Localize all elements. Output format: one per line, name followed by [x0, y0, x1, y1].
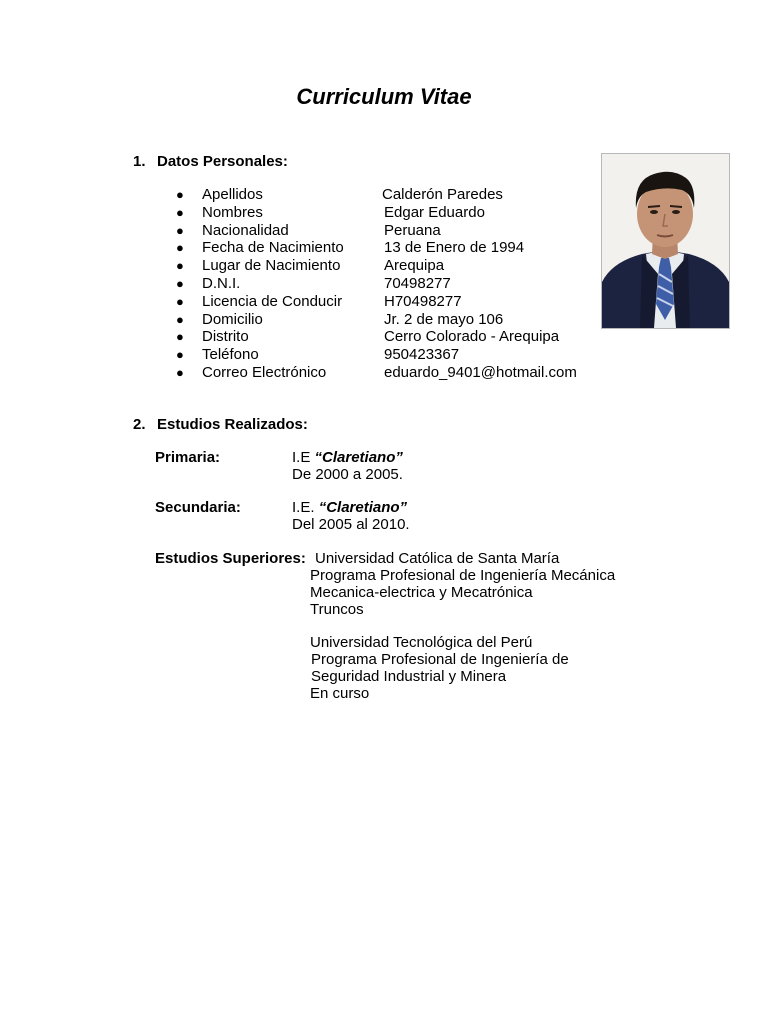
field-value: 70498277: [384, 274, 451, 292]
field-label: Lugar de Nacimiento: [202, 257, 341, 275]
university-name: Universidad Tecnológica del Perú: [310, 634, 533, 651]
university-name: Universidad Católica de Santa María: [315, 550, 560, 567]
bullet-icon: ●: [176, 240, 184, 256]
school-name: “Claretiano”: [318, 499, 408, 516]
portrait-photo: [601, 153, 730, 329]
field-label: Teléfono: [202, 346, 259, 364]
field-label: Nacionalidad: [202, 221, 289, 239]
field-label: D.N.I.: [202, 274, 241, 292]
field-label: Apellidos: [202, 186, 263, 203]
bullet-icon: ●: [176, 293, 184, 309]
portrait-icon: [602, 154, 729, 328]
superiores-label: Estudios Superiores:: [155, 550, 306, 567]
field-value: 950423367: [384, 346, 460, 364]
section-heading-studies: [133, 416, 308, 433]
section-title: Datos Personales:: [157, 153, 288, 170]
bullet-icon: ●: [176, 347, 184, 363]
field-label: Distrito: [202, 328, 249, 346]
field-label: Correo Electrónico: [202, 363, 327, 381]
field-value: Calderón Paredes: [382, 186, 503, 203]
section-number: 2.: [133, 416, 146, 433]
bullet-icon: ●: [176, 222, 184, 238]
section-heading-personal: [133, 153, 288, 170]
school-prefix: I.E.: [292, 499, 319, 516]
field-value: Peruana: [384, 221, 441, 239]
bullet-icon: ●: [176, 258, 184, 274]
field-value: H70498277: [384, 292, 462, 310]
secundaria-school: [292, 499, 407, 516]
program-line: Seguridad Industrial y Minera: [311, 668, 507, 685]
field-value: eduardo_9401@hotmail.com: [384, 363, 577, 381]
bullet-icon: ●: [176, 364, 184, 380]
program-line: Programa Profesional de Ingeniería de: [311, 651, 569, 668]
status-line: En curso: [310, 685, 370, 702]
field-label: Nombres: [202, 203, 263, 221]
field-label: Fecha de Nacimiento: [202, 239, 344, 257]
program-line: Mecanica-electrica y Mecatrónica: [310, 584, 533, 601]
program-line: Programa Profesional de Ingeniería Mecánica: [310, 567, 616, 584]
field-label: Domicilio: [202, 310, 263, 328]
field-value: Edgar Eduardo: [384, 203, 485, 221]
primaria-label: Primaria:: [155, 449, 221, 466]
bullet-icon: ●: [176, 187, 184, 202]
primaria-period: De 2000 a 2005.: [292, 466, 403, 483]
section-title: Estudios Realizados:: [157, 416, 308, 433]
primaria-school: [292, 449, 403, 466]
bullet-icon: ●: [176, 329, 184, 345]
secundaria-period: Del 2005 al 2010.: [292, 516, 410, 533]
page-title: Curriculum Vitae: [296, 84, 472, 109]
field-label: Licencia de Conducir: [202, 292, 343, 310]
bullet-icon: ●: [176, 204, 184, 220]
status-line: Truncos: [310, 601, 364, 618]
section-number: 1.: [133, 153, 146, 170]
bullet-icon: ●: [176, 275, 184, 291]
field-value: Cerro Colorado - Arequipa: [384, 328, 560, 346]
school-prefix: I.E: [292, 449, 315, 466]
secundaria-label: Secundaria:: [155, 499, 241, 516]
bullet-icon: ●: [176, 311, 184, 327]
field-value: 13 de Enero de 1994: [384, 239, 525, 257]
school-name: “Claretiano”: [314, 449, 403, 466]
field-value: Arequipa: [384, 257, 445, 275]
field-value: Jr. 2 de mayo 106: [384, 310, 504, 328]
